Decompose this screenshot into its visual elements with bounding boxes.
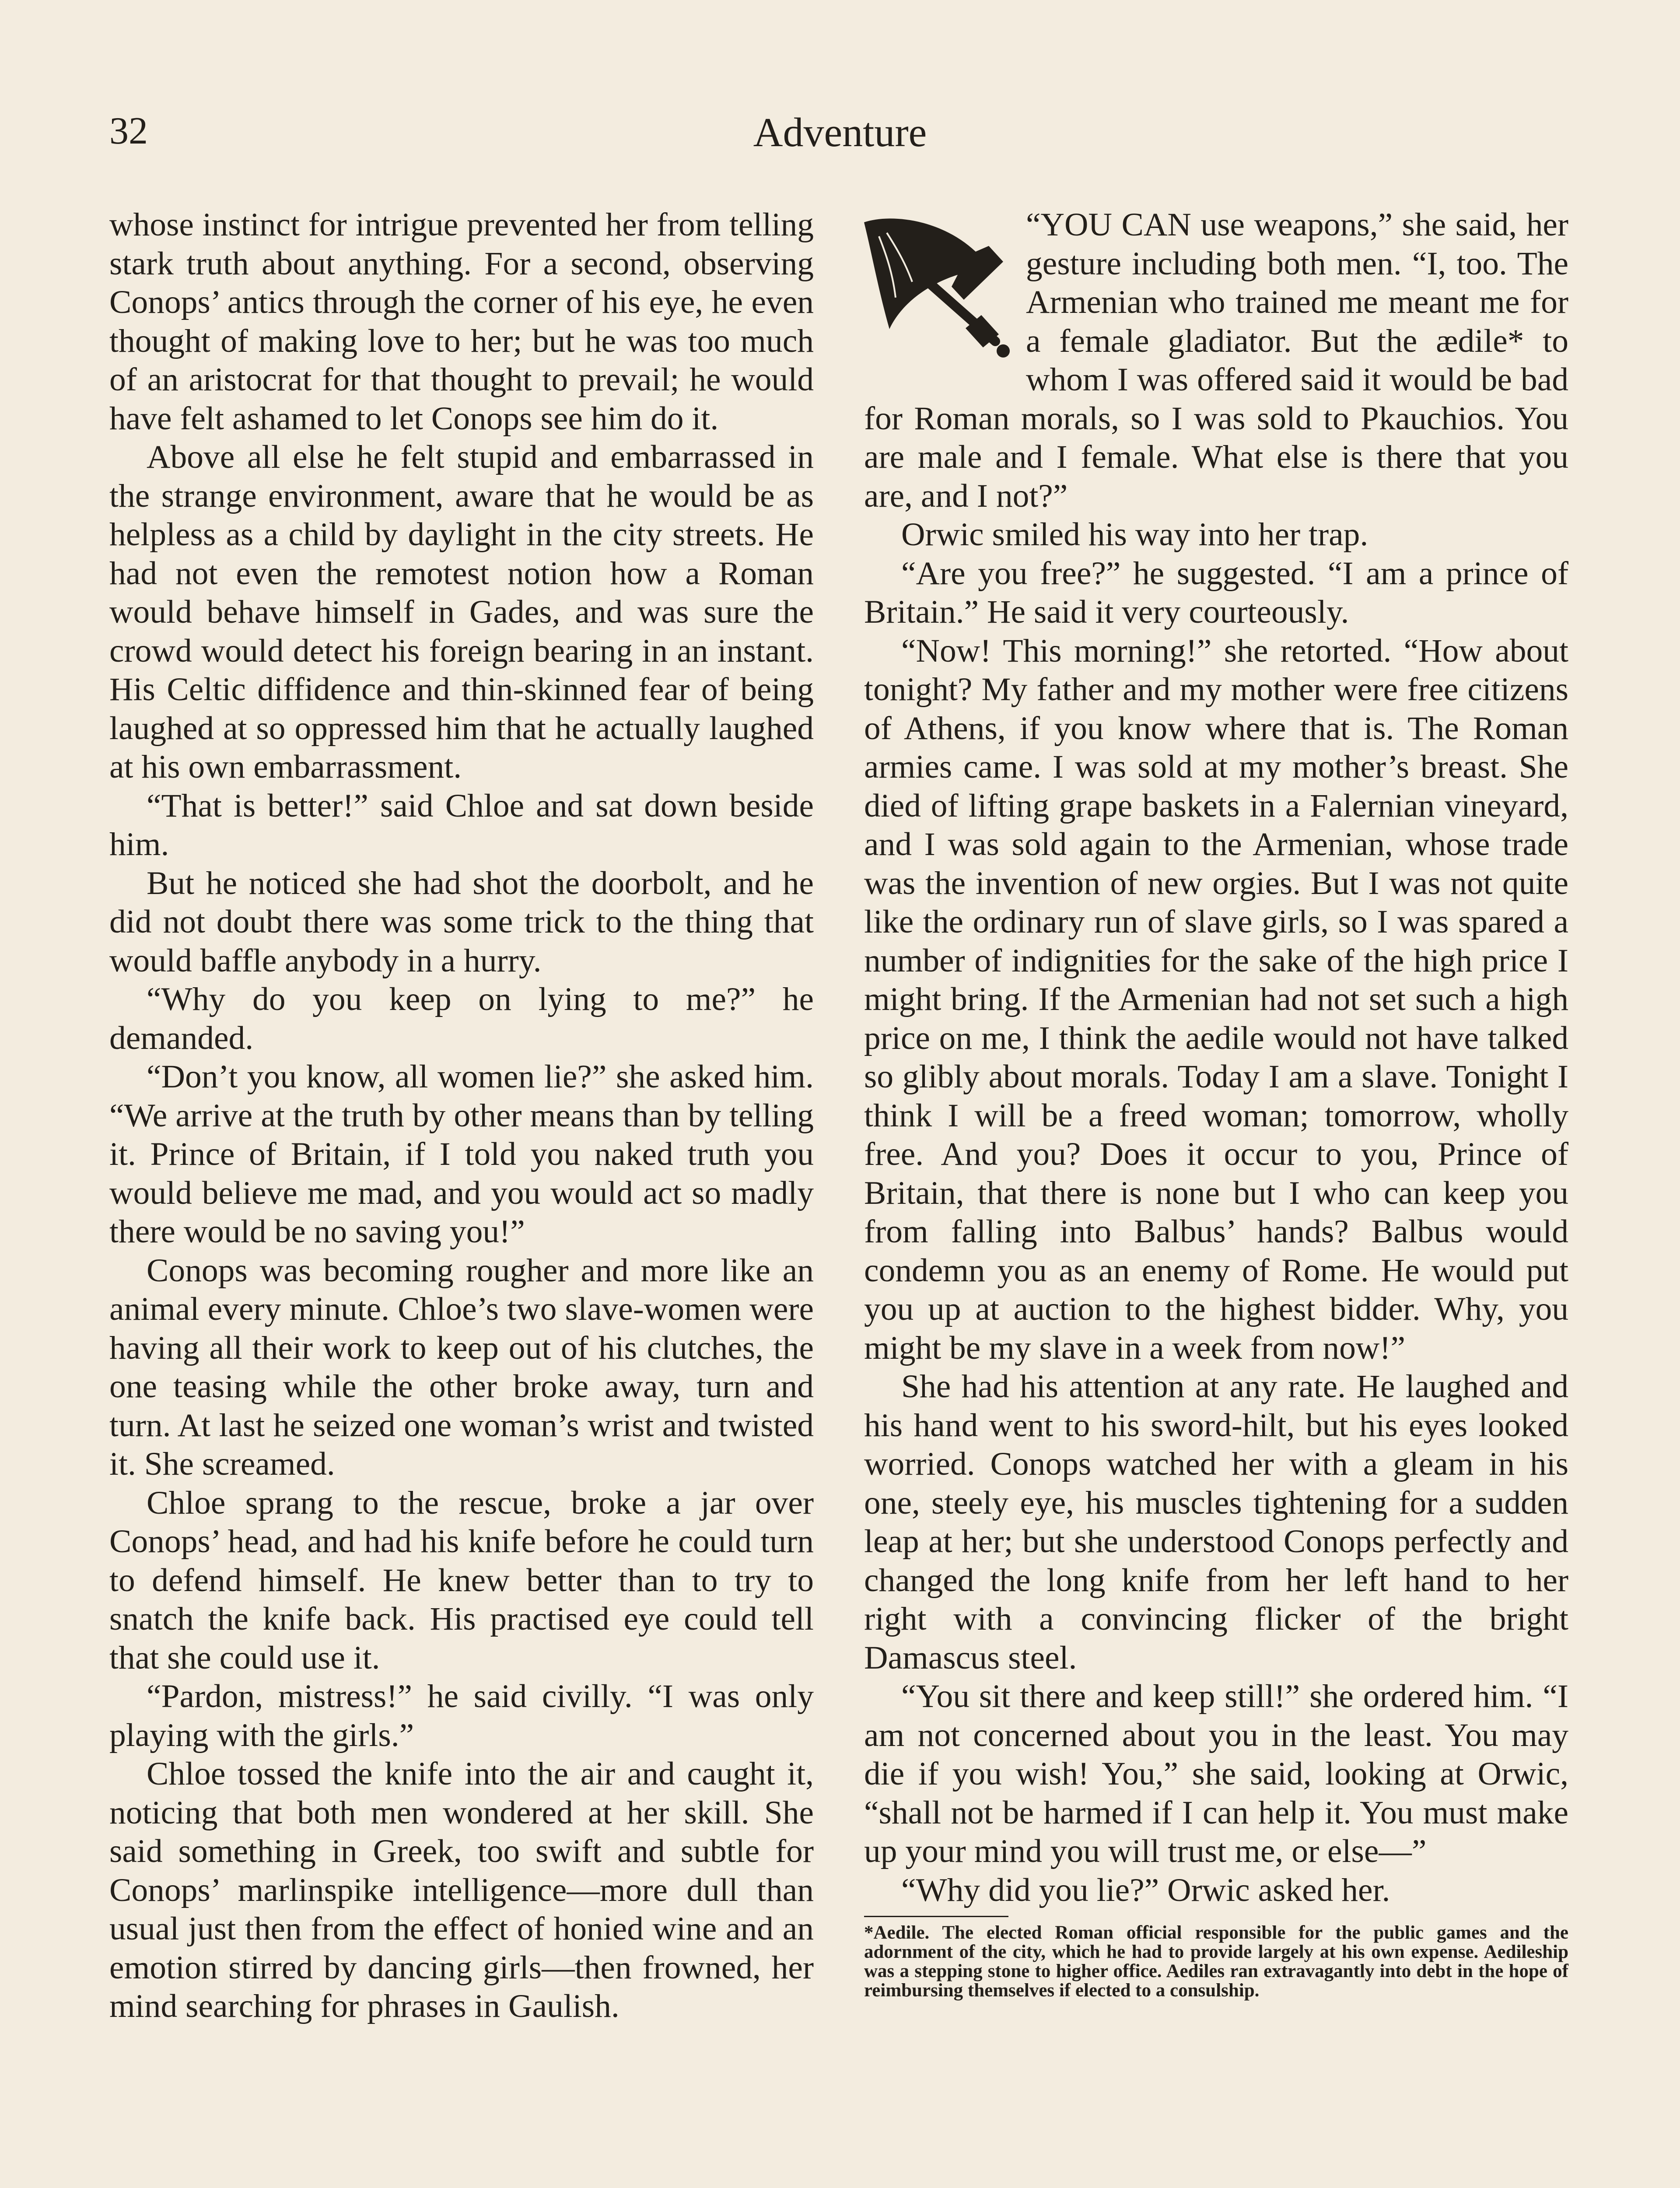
right-column bbox=[864, 206, 1568, 2000]
paragraph: Above all else he felt stupid and embarrassed in the strange environment, aware that he would be as helpless as a child by daylight in the city streets. He had not even the remotest notion how a Roman would behave himself in Gades, and was sure the crowd would detect his foreign bearing in an instant. His Celtic diffidence and thin-skinned fear of being laughed at so oppressed him that he actually laughed at his own embarrassment. bbox=[109, 439, 814, 785]
paragraph: “That is better!” said Chloe and sat down beside him. bbox=[109, 787, 814, 863]
footnote: *Aedile. The elected Roman official responsible for the public games and the adornment of the city, which he had to provide largely at his own expense. Aedileship was a stepping stone to higher office. Aediles ran extravagantly into debt in the hope of reimbursing themselves if elected to a consulship. bbox=[864, 1922, 1568, 2001]
paragraph: “YOU CAN use weapons,” she said, her gesture including both men. “I, too. The Armenian who trained me meant me for a female gladiator. But the ædile* to whom I was offered said it would be bad for Roman morals, so I was sold to Pkauchios. You are male and I female. What else is there that you are, and I not?” bbox=[864, 207, 1568, 514]
paragraph: But he noticed she had shot the doorbolt, and he did not doubt there was some trick to the thing that would baffle anybody in a hurry. bbox=[109, 865, 814, 979]
footnote-rule bbox=[864, 1916, 1008, 1917]
paragraph: “Why do you keep on lying to me?” he demanded. bbox=[109, 981, 814, 1056]
paragraph: Conops was becoming rougher and more like an animal every minute. Chloe’s two slave-women were having all their work to keep out of his clutches, the one teasing while the other broke away, turn and turn. At last he seized one woman’s wrist and twisted it. She screamed. bbox=[109, 1252, 814, 1482]
paragraph: “Are you free?” he suggested. “I am a prince of Britain.” He said it very courteously. bbox=[864, 555, 1568, 630]
running-title: Adventure bbox=[753, 110, 927, 155]
paragraph: whose instinct for intrigue prevented her from telling stark truth about anything. For a second, observing Conops’ antics through the corner of his eye, he even thought of making love to her; but he was too much of an aristocrat for that thought to prevail; he would have felt ashamed to let Conops see him do it. bbox=[109, 207, 814, 437]
paragraph: “Now! This morning!” she retorted. “How about tonight? My father and my mother were free citizens of Athens, if you know where that is. The Roman armies came. I was sold at my mother’s breast. She died of lifting grape baskets in a Falernian vineyard, and I was sold again to the Armenian, whose trade was the invention of new orgies. But I was not quite like the ordinary run of slave girls, so I was spared a number of indignities for the sake of the high price I might bring. If the Armenian had not set such a high price on me, I think the aedile would not have talked so glibly about morals. Today I am a slave. Tonight I think I will be a freed woman; tomorrow, wholly free. And you? Does it occur to you, Prince of Britain, that there is none but I who can keep you from falling into Balbus’ hands? Balbus would condemn you as an enemy of Rome. He would put you up at auction to the highest bidder. Why, you might be my slave in a week from now!” bbox=[864, 632, 1568, 1366]
page-number: 32 bbox=[109, 110, 148, 152]
paragraph: Chloe sprang to the rescue, broke a jar over Conops’ head, and had his knife before he could turn to defend himself. He knew better than to try to snatch the knife back. His practised eye could tell that she could use it. bbox=[109, 1484, 814, 1676]
paragraph: Orwic smiled his way into her trap. bbox=[901, 516, 1368, 553]
paragraph: “Pardon, mistress!” he said civilly. “I was only playing with the girls.” bbox=[109, 1678, 814, 1753]
paragraph: “You sit there and keep still!” she ordered him. “I am not concerned about you in the least. You may die if you wish! You,” she said, looking at Orwic, “shall not be harmed if I can help it. You must make up your mind you will trust me, or else—” bbox=[864, 1678, 1568, 1869]
paragraph: She had his attention at any rate. He laughed and his hand went to his sword-hilt, but his eyes looked worried. Conops watched her with a gleam in his one, steely eye, his muscles tightening for a sudden leap at her; but she understood Conops perfectly and changed the long knife from her left hand to her right with a convincing flicker of the bright Damascus steel. bbox=[864, 1368, 1568, 1676]
paragraph: Chloe tossed the knife into the air and caught it, noticing that both men wondered at her skill. She said something in Greek, too swift and subtle for Conops’ marlinspike intelligence—more dull than usual just then from the effect of honied wine and an emotion stirred by dancing girls—then frowned, her mind searching for phrases in Gaulish. bbox=[109, 1756, 814, 2024]
paragraph: “Don’t you know, all women lie?” she asked him. “We arrive at the truth by other means than by telling it. Prince of Britain, if I told you naked truth you would believe me mad, and you would act so madly there would be no saving you!” bbox=[109, 1059, 814, 1250]
left-column bbox=[109, 206, 814, 2026]
battle-axe-icon bbox=[864, 210, 1013, 361]
paragraph: “Why did you lie?” Orwic asked her. bbox=[901, 1872, 1390, 1908]
